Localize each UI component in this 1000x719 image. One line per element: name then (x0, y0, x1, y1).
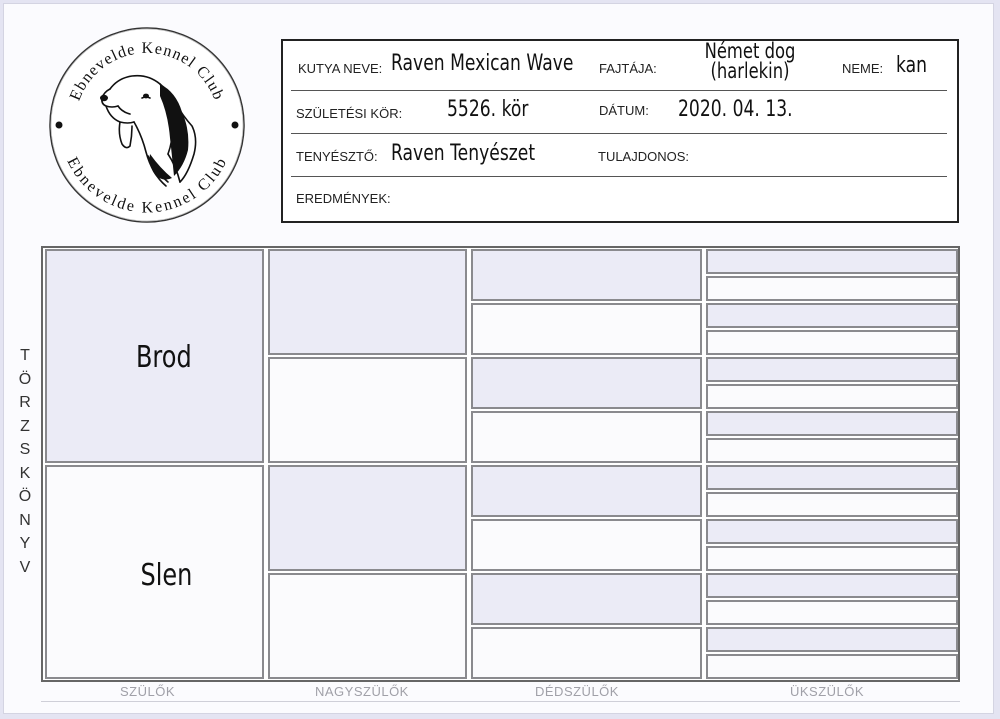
column-header-parents: SZÜLŐK (120, 684, 176, 699)
great-great-grandparent-cell (706, 654, 958, 679)
birth-round-value: 5526. kör (447, 97, 529, 122)
grandparent-cell (268, 357, 467, 463)
birth-round-label: SZÜLETÉSI KÖR: (296, 106, 403, 121)
pedigree-grid (41, 246, 960, 682)
grandparent-cell (268, 249, 467, 355)
dog-name-value: Raven Mexican Wave (391, 51, 574, 76)
great-great-grandparent-cell (706, 438, 958, 463)
column-header-great-great-grandparents: ÜKSZÜLŐK (790, 684, 865, 699)
grandparent-cell (268, 573, 467, 679)
great-great-grandparent-cell (706, 519, 958, 544)
dog-info-box (281, 39, 959, 223)
grandparent-cell (268, 465, 467, 571)
great-grandparent-cell (471, 519, 702, 571)
side-title (18, 344, 32, 579)
breeder-value: Raven Tenyészet (391, 141, 536, 166)
breed-line-1: Német dog (704, 39, 796, 63)
side-title-letter: Y (19, 535, 31, 552)
breeder-label: TENYÉSZTŐ: (296, 149, 378, 164)
parent-name-sire: Brod (135, 340, 192, 375)
date-value: 2020. 04. 13. (678, 97, 793, 122)
great-great-grandparent-cell (706, 249, 958, 274)
great-great-grandparent-cell (706, 303, 958, 328)
logo-text-bottom: Ebnevelde Kennel Club (63, 154, 231, 217)
dog-name-label: KUTYA NEVE: (298, 61, 383, 76)
side-title-letter: K (19, 464, 31, 482)
great-grandparent-cell (471, 357, 702, 409)
side-title-letter: Ö (18, 370, 32, 388)
sex-value: kan (896, 53, 928, 78)
great-great-grandparent-cell (706, 357, 958, 382)
side-title-letter: R (19, 394, 31, 411)
owner-label: TULAJDONOS: (598, 149, 690, 164)
great-great-grandparent-cell (706, 600, 958, 625)
side-title-letter: S (19, 441, 31, 458)
great-great-grandparent-cell (706, 330, 958, 355)
side-title-letter: Ö (18, 488, 32, 505)
breed-label: FAJTÁJA: (599, 61, 657, 76)
side-title-letter: N (19, 511, 31, 529)
great-great-grandparent-cell (706, 546, 958, 571)
great-grandparent-cell (471, 465, 702, 517)
breed-value (655, 39, 845, 83)
breed-line-2: (harlekin) (710, 59, 790, 83)
side-title-letter: T (20, 347, 30, 364)
great-great-grandparent-cell (706, 573, 958, 598)
sex-label: NEME: (842, 61, 884, 76)
logo-text-top: Ebnevelde Kennel Club (66, 39, 228, 104)
great-grandparent-cell (471, 627, 702, 679)
divider (291, 176, 947, 177)
great-great-grandparent-cell (706, 465, 958, 490)
divider (291, 90, 947, 91)
great-great-grandparent-cell (706, 627, 958, 652)
great-great-grandparent-cell (706, 411, 958, 436)
great-grandparent-cell (471, 573, 702, 625)
parent-name-dam: Slen (140, 558, 193, 593)
results-label: EREDMÉNYEK: (296, 191, 391, 206)
great-grandparent-cell (471, 303, 702, 355)
column-header-grandparents: NAGYSZÜLŐK (315, 684, 409, 699)
great-grandparent-cell (471, 411, 702, 463)
kennel-club-logo (48, 26, 246, 224)
great-grandparent-cell (471, 249, 702, 301)
great-great-grandparent-cell (706, 276, 958, 301)
column-header-great-grandparents: DÉDSZÜLŐK (535, 684, 619, 699)
great-great-grandparent-cell (706, 384, 958, 409)
pedigree-certificate (3, 3, 994, 714)
side-title-letter: V (19, 558, 31, 576)
side-title-letter: Z (20, 417, 30, 435)
great-great-grandparent-cell (706, 492, 958, 517)
footer-divider (41, 701, 960, 702)
divider (291, 133, 947, 134)
date-label: DÁTUM: (599, 103, 649, 118)
